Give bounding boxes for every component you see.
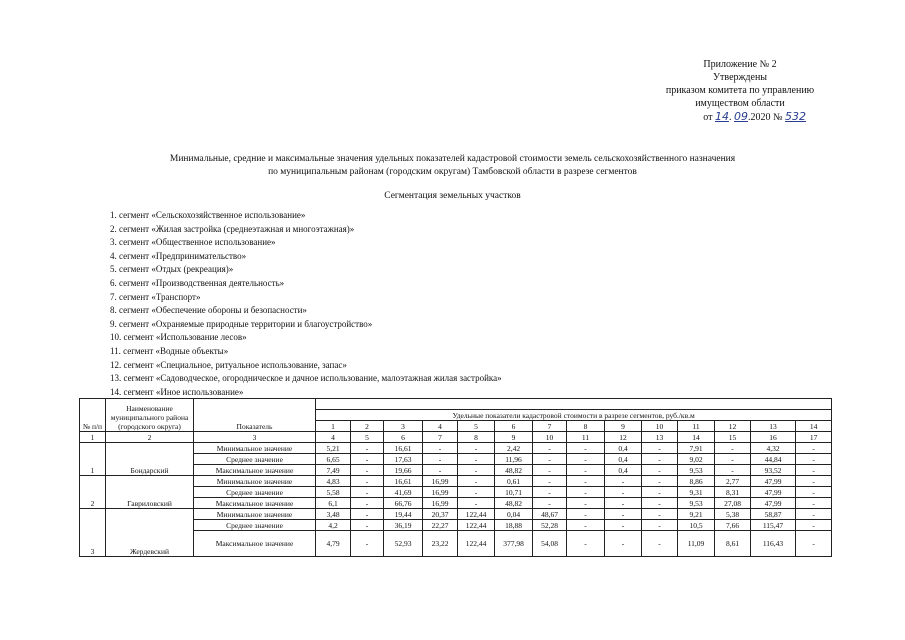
column-number: 10: [533, 432, 567, 443]
indicator-label: Минимальное значение: [194, 443, 316, 454]
value-cell: 7,49: [316, 465, 351, 476]
value-cell: -: [796, 520, 832, 531]
column-number: 6: [384, 432, 423, 443]
value-cell: -: [458, 487, 495, 498]
document-title: [100, 153, 805, 179]
date-year: .2020 №: [747, 112, 783, 123]
value-cell: -: [642, 454, 678, 465]
value-cell: 16,99: [423, 476, 458, 487]
header-district: Наименование муниципального района (городского округа): [106, 399, 194, 432]
value-cell: 0,04: [495, 509, 533, 520]
value-cell: -: [715, 465, 751, 476]
value-cell: -: [533, 498, 567, 509]
value-cell: 115,47: [751, 520, 796, 531]
handwritten-month: 09: [733, 110, 748, 123]
value-cell: -: [351, 454, 384, 465]
value-cell: 18,88: [495, 520, 533, 531]
value-cell: -: [533, 454, 567, 465]
district-num: 1: [80, 443, 106, 476]
value-cell: 4,83: [316, 476, 351, 487]
value-cell: 48,67: [533, 509, 567, 520]
value-cell: -: [458, 443, 495, 454]
value-cell: -: [351, 487, 384, 498]
handwritten-day: 14: [714, 110, 729, 123]
column-number: 7: [423, 432, 458, 443]
header-segment: 8: [567, 421, 605, 432]
header-segment: 1: [316, 421, 351, 432]
value-cell: -: [796, 476, 832, 487]
value-cell: -: [567, 531, 605, 557]
value-cell: -: [605, 476, 642, 487]
value-cell: -: [715, 454, 751, 465]
value-cell: 47,99: [751, 487, 796, 498]
segment-item: 13. сегмент «Садоводческое, огородническое и дачное использование, малоэтажная жилая застройка»: [110, 373, 502, 384]
value-cell: -: [423, 454, 458, 465]
value-cell: 0,4: [605, 443, 642, 454]
value-cell: -: [642, 443, 678, 454]
value-cell: 7,91: [678, 443, 715, 454]
handwritten-number: 532: [785, 110, 806, 123]
value-cell: -: [533, 476, 567, 487]
value-cell: 116,43: [751, 531, 796, 557]
column-number-row: [80, 432, 832, 443]
district-name: Бондарский: [106, 443, 194, 476]
column-number: 5: [351, 432, 384, 443]
value-cell: 9,21: [678, 509, 715, 520]
value-cell: 16,61: [384, 443, 423, 454]
column-number: 11: [567, 432, 605, 443]
value-cell: 23,22: [423, 531, 458, 557]
value-cell: -: [605, 531, 642, 557]
column-number: 15: [715, 432, 751, 443]
value-cell: 377,98: [495, 531, 533, 557]
value-cell: -: [533, 487, 567, 498]
header-num: № п/п: [80, 399, 106, 432]
value-cell: -: [567, 454, 605, 465]
column-number: 1: [80, 432, 106, 443]
header-row: [80, 399, 832, 410]
value-cell: -: [423, 443, 458, 454]
column-number: 17: [796, 432, 832, 443]
date-prefix: от: [703, 112, 713, 123]
value-cell: -: [796, 454, 832, 465]
approval-line1: Приложение № 2: [703, 59, 777, 70]
segment-item: 7. сегмент «Транспорт»: [110, 291, 201, 302]
value-cell: 44,84: [751, 454, 796, 465]
value-cell: -: [605, 498, 642, 509]
value-cell: -: [567, 465, 605, 476]
column-number: 3: [194, 432, 316, 443]
value-cell: -: [642, 476, 678, 487]
value-cell: 5,58: [316, 487, 351, 498]
value-cell: 9,02: [678, 454, 715, 465]
table-row: [80, 443, 832, 454]
header-segment: 12: [715, 421, 751, 432]
approval-block: [650, 58, 830, 124]
value-cell: 16,99: [423, 498, 458, 509]
value-cell: -: [796, 465, 832, 476]
header-segment: 9: [605, 421, 642, 432]
value-cell: 4,79: [316, 531, 351, 557]
header-segment: 11: [678, 421, 715, 432]
value-cell: 20,37: [423, 509, 458, 520]
district-name: Жердевский: [106, 509, 194, 557]
value-cell: 10,71: [495, 487, 533, 498]
value-cell: -: [351, 443, 384, 454]
header-indicator: Показатель: [194, 399, 316, 432]
segment-item: 10. сегмент «Использование лесов»: [110, 332, 247, 343]
indicator-label: Среднее значение: [194, 487, 316, 498]
value-cell: -: [642, 520, 678, 531]
value-cell: -: [351, 465, 384, 476]
segment-list: [110, 209, 502, 399]
value-cell: 122,44: [458, 520, 495, 531]
value-cell: -: [642, 487, 678, 498]
title-line1: Минимальные, средние и максимальные значения удельных показателей кадастровой стоимости земель сельскохозяйственного назначения: [169, 154, 736, 164]
value-cell: 17,63: [384, 454, 423, 465]
header-spacer: [316, 399, 832, 410]
value-cell: 54,08: [533, 531, 567, 557]
indicator-label: Максимальное значение: [194, 498, 316, 509]
value-cell: 3,48: [316, 509, 351, 520]
district-num: 3: [80, 509, 106, 557]
value-cell: -: [351, 509, 384, 520]
value-cell: 0,61: [495, 476, 533, 487]
value-cell: -: [567, 520, 605, 531]
value-cell: 0,4: [605, 454, 642, 465]
header-segment: 2: [351, 421, 384, 432]
value-cell: 48,82: [495, 498, 533, 509]
value-cell: 9,53: [678, 465, 715, 476]
value-cell: 9,53: [678, 498, 715, 509]
value-cell: -: [796, 443, 832, 454]
approval-line4: имуществом области: [695, 98, 785, 109]
indicator-label: Среднее значение: [194, 454, 316, 465]
value-cell: 48,82: [495, 465, 533, 476]
title-line2: по муниципальным районам (городским округам) Тамбовской области в разрезе сегментов: [268, 167, 637, 177]
value-cell: 58,87: [751, 509, 796, 520]
value-cell: 47,99: [751, 498, 796, 509]
column-number: 16: [751, 432, 796, 443]
value-cell: 5,38: [715, 509, 751, 520]
column-number: 8: [458, 432, 495, 443]
value-cell: 27,08: [715, 498, 751, 509]
value-cell: 2,42: [495, 443, 533, 454]
value-cell: -: [458, 465, 495, 476]
value-cell: -: [642, 465, 678, 476]
segment-item: 1. сегмент «Сельскохозяйственное использование»: [110, 210, 306, 220]
segment-item: 6. сегмент «Производственная деятельность»: [110, 277, 285, 288]
value-cell: -: [715, 443, 751, 454]
value-cell: 19,44: [384, 509, 423, 520]
value-cell: -: [458, 476, 495, 487]
table-row: [80, 509, 832, 520]
indicator-label: Минимальное значение: [194, 476, 316, 487]
value-cell: 0,4: [605, 465, 642, 476]
value-cell: 36,19: [384, 520, 423, 531]
segment-item: 11. сегмент «Водные объекты»: [110, 345, 229, 356]
segment-item: 12. сегмент «Специальное, ритуальное использование, запас»: [110, 359, 347, 370]
header-segment: 6: [495, 421, 533, 432]
value-cell: 16,61: [384, 476, 423, 487]
approval-date-line: от 14. 09.2020 № 532: [703, 110, 806, 123]
value-cell: -: [423, 465, 458, 476]
value-cell: 22,27: [423, 520, 458, 531]
value-cell: 66,76: [384, 498, 423, 509]
value-cell: 5,21: [316, 443, 351, 454]
segment-item: 3. сегмент «Общественное использование»: [110, 237, 276, 248]
value-cell: -: [567, 487, 605, 498]
value-cell: -: [458, 454, 495, 465]
section-subtitle: Сегментация земельных участков: [384, 191, 521, 201]
value-cell: -: [351, 531, 384, 557]
value-cell: -: [458, 498, 495, 509]
district-num: 2: [80, 476, 106, 509]
value-cell: -: [567, 443, 605, 454]
header-segment: 10: [642, 421, 678, 432]
approval-line3: приказом комитета по управлению: [665, 85, 815, 96]
value-cell: 52,28: [533, 520, 567, 531]
value-cell: -: [351, 476, 384, 487]
indicator-label: Максимальное значение: [194, 531, 316, 557]
value-cell: 9,31: [678, 487, 715, 498]
value-cell: -: [567, 476, 605, 487]
cadastral-table: [79, 398, 832, 557]
value-cell: -: [796, 509, 832, 520]
value-cell: 6,1: [316, 498, 351, 509]
header-segment: 4: [423, 421, 458, 432]
value-cell: 11,96: [495, 454, 533, 465]
value-cell: 52,93: [384, 531, 423, 557]
value-cell: 6,65: [316, 454, 351, 465]
column-number: 12: [605, 432, 642, 443]
header-segment: 3: [384, 421, 423, 432]
value-cell: -: [642, 509, 678, 520]
value-cell: 11,09: [678, 531, 715, 557]
table-row: [80, 476, 832, 487]
indicator-label: Среднее значение: [194, 520, 316, 531]
value-cell: 8,86: [678, 476, 715, 487]
value-cell: -: [796, 498, 832, 509]
value-cell: 4,32: [751, 443, 796, 454]
value-cell: -: [533, 443, 567, 454]
column-number: 13: [642, 432, 678, 443]
value-cell: -: [351, 520, 384, 531]
segment-item: 8. сегмент «Обеспечение обороны и безопасности»: [110, 305, 307, 316]
value-cell: -: [605, 520, 642, 531]
value-cell: -: [642, 531, 678, 557]
value-cell: 16,99: [423, 487, 458, 498]
header-segment: 13: [751, 421, 796, 432]
value-cell: 7,66: [715, 520, 751, 531]
value-cell: 19,66: [384, 465, 423, 476]
value-cell: -: [796, 487, 832, 498]
segment-item: 2. сегмент «Жилая застройка (среднеэтажная и многоэтажная)»: [110, 223, 355, 234]
column-number: 14: [678, 432, 715, 443]
value-cell: -: [796, 531, 832, 557]
value-cell: -: [605, 509, 642, 520]
value-cell: 8,31: [715, 487, 751, 498]
segment-item: 14. сегмент «Иное использование»: [110, 386, 244, 397]
header-segment: 5: [458, 421, 495, 432]
value-cell: 41,69: [384, 487, 423, 498]
value-cell: 122,44: [458, 509, 495, 520]
value-cell: 93,52: [751, 465, 796, 476]
column-number: 2: [106, 432, 194, 443]
indicator-label: Максимальное значение: [194, 465, 316, 476]
value-cell: -: [605, 487, 642, 498]
value-cell: 47,99: [751, 476, 796, 487]
value-cell: -: [567, 509, 605, 520]
value-cell: 122,44: [458, 531, 495, 557]
value-cell: 10,5: [678, 520, 715, 531]
indicator-label: Минимальное значение: [194, 509, 316, 520]
segment-item: 9. сегмент «Охраняемые природные территории и благоустройство»: [110, 318, 373, 329]
value-cell: -: [642, 498, 678, 509]
value-cell: -: [533, 465, 567, 476]
segment-item: 4. сегмент «Предпринимательство»: [110, 250, 247, 261]
value-cell: 2,77: [715, 476, 751, 487]
value-cell: 4,2: [316, 520, 351, 531]
segment-item: 5. сегмент «Отдых (рекреация)»: [110, 264, 234, 275]
district-name: Гавриловский: [106, 476, 194, 509]
column-number: 4: [316, 432, 351, 443]
header-segment: 14: [796, 421, 832, 432]
header-segment: 7: [533, 421, 567, 432]
value-cell: 8,61: [715, 531, 751, 557]
column-number: 9: [495, 432, 533, 443]
value-cell: -: [351, 498, 384, 509]
value-cell: -: [567, 498, 605, 509]
approval-line2: Утверждены: [712, 72, 768, 83]
header-group: Удельные показатели кадастровой стоимости в разрезе сегментов, руб./кв.м: [316, 410, 832, 421]
